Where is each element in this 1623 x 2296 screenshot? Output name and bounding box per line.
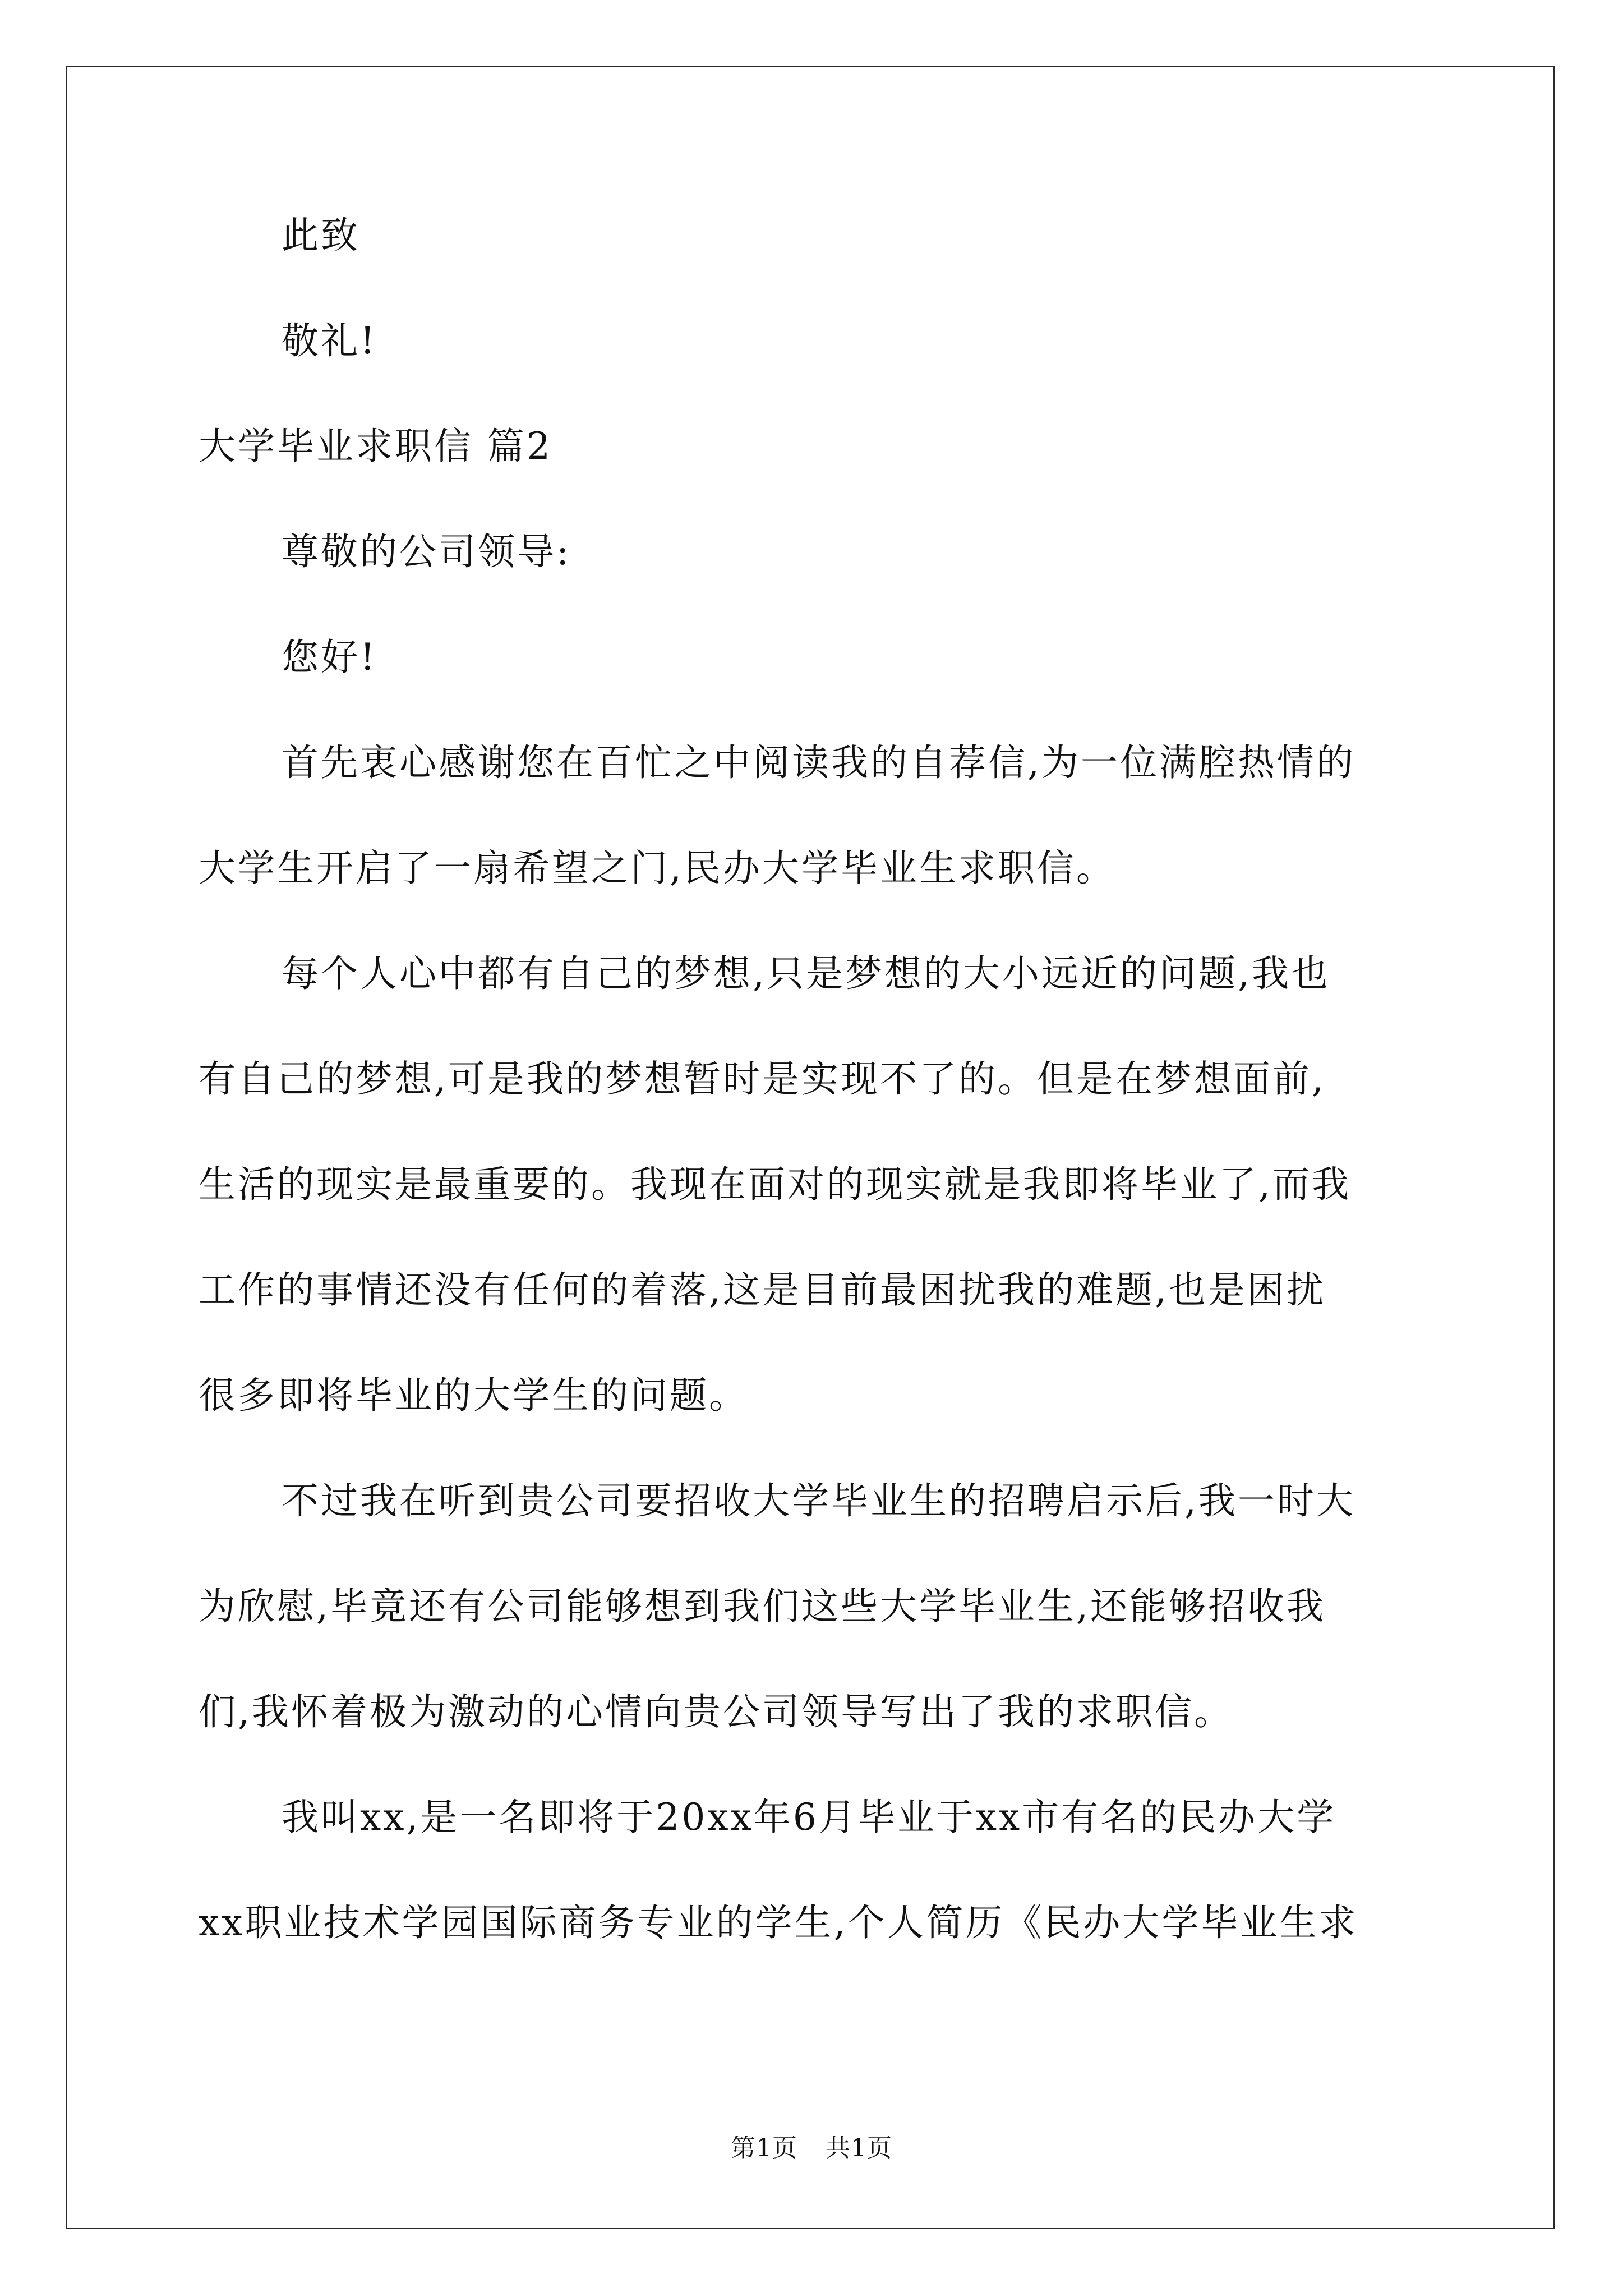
text-line: 大学生开启了一扇希望之门,民办大学毕业生求职信。 [199,846,1115,890]
text-line: 敬礼! [282,319,377,362]
text-line: 您好! [282,636,377,679]
text-line: 每个人心中都有自己的梦想,只是梦想的大小远近的问题,我也 [282,952,1330,995]
text-line: 大学毕业求职信 篇2 [199,425,552,468]
text-line: 为欣慰,毕竟还有公司能够想到我们这些大学毕业生,还能够招收我 [199,1585,1326,1628]
text-line: 工作的事情还没有任何的着落,这是目前最困扰我的难题,也是困扰 [199,1268,1326,1312]
text-line: 我叫xx,是一名即将于20xx年6月毕业于xx市有名的民办大学 [282,1796,1336,1839]
text-line: xx职业技术学园国际商务专业的学生,个人简历《民办大学毕业生求 [199,1901,1358,1944]
text-line: 很多即将毕业的大学生的问题。 [199,1374,748,1417]
text-line: 首先衷心感谢您在百忙之中阅读我的自荐信,为一位满腔热情的 [282,741,1355,784]
text-line: 尊敬的公司领导: [282,530,571,573]
page-footer [0,2134,1623,2162]
page-total: 共1页 [826,2134,892,2162]
text-line: 们,我怀着极为激动的心情向贵公司领导写出了我的求职信。 [199,1690,1233,1733]
text-line: 有自己的梦想,可是我的梦想暂时是实现不了的。但是在梦想面前, [199,1057,1326,1101]
text-line: 生活的现实是最重要的。我现在面对的现实就是我即将毕业了,而我 [199,1163,1351,1206]
text-line: 不过我在听到贵公司要招收大学毕业生的招聘启示后,我一时大 [282,1479,1355,1522]
document-body [199,213,1422,1945]
page-number: 第1页 [731,2134,797,2162]
text-line: 此致 [282,214,360,257]
